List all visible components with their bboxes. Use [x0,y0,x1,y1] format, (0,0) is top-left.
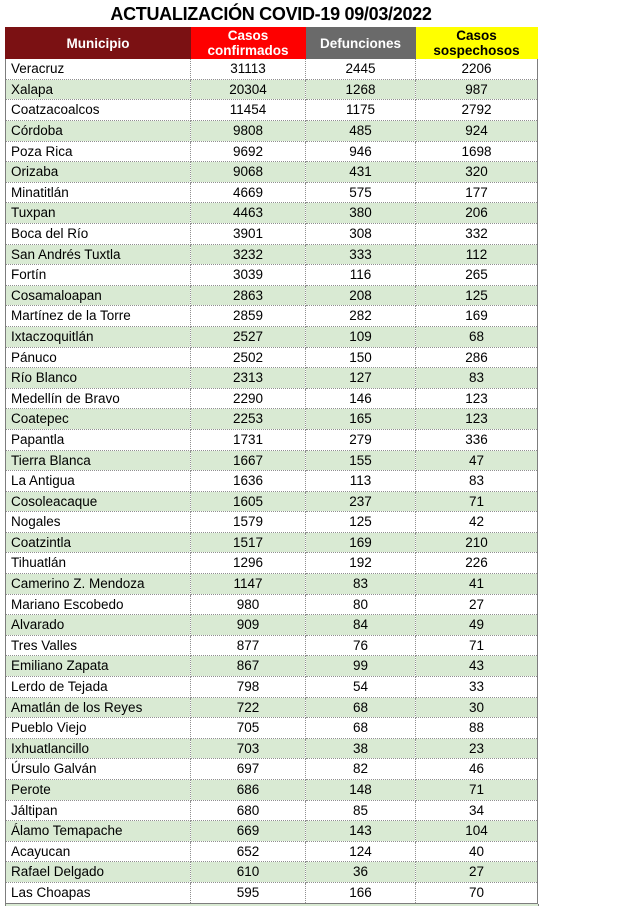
sospechosos-cell: 169 [416,306,538,327]
confirmados-cell: 1667 [191,450,306,471]
confirmados-cell: 595 [191,882,306,903]
table-row [6,635,538,656]
municipio-cell: Papantla [6,429,191,450]
table-row [6,512,538,533]
sospechosos-cell: 987 [416,79,538,100]
defunciones-cell: 127 [306,368,416,389]
table-row [6,409,538,430]
defunciones-cell: 575 [306,182,416,203]
sospechosos-cell: 46 [416,759,538,780]
sospechosos-cell: 226 [416,553,538,574]
page-title: ACTUALIZACIÓN COVID-19 09/03/2022 [110,4,432,24]
covid-table [5,27,538,904]
defunciones-cell: 208 [306,285,416,306]
municipio-cell: Coatzacoalcos [6,100,191,121]
sospechosos-cell: 49 [416,615,538,636]
sospechosos-cell: 27 [416,862,538,883]
sospechosos-cell: 27 [416,594,538,615]
table-row [6,718,538,739]
sospechosos-cell: 40 [416,841,538,862]
sospechosos-cell: 123 [416,388,538,409]
defunciones-cell: 124 [306,841,416,862]
table-row [6,79,538,100]
defunciones-cell: 333 [306,244,416,265]
municipio-cell: Tihuatlán [6,553,191,574]
municipio-cell: Orizaba [6,162,191,183]
defunciones-cell: 148 [306,780,416,801]
municipio-cell: Xalapa [6,79,191,100]
municipio-cell: Coatzintla [6,532,191,553]
column-header-defunciones: Defunciones [306,28,416,59]
confirmados-cell: 2253 [191,409,306,430]
confirmados-cell: 680 [191,800,306,821]
sospechosos-cell: 88 [416,718,538,739]
municipio-cell: Minatitlán [6,182,191,203]
table-row [6,223,538,244]
defunciones-cell: 99 [306,656,416,677]
defunciones-cell: 80 [306,594,416,615]
column-header-municipio: Municipio [6,28,191,59]
sospechosos-cell: 1698 [416,141,538,162]
defunciones-cell: 192 [306,553,416,574]
defunciones-cell: 155 [306,450,416,471]
table-row [6,594,538,615]
confirmados-cell: 980 [191,594,306,615]
sospechosos-cell: 332 [416,223,538,244]
defunciones-cell: 431 [306,162,416,183]
confirmados-cell: 2859 [191,306,306,327]
confirmados-cell: 1579 [191,512,306,533]
defunciones-cell: 150 [306,347,416,368]
table-row [6,121,538,142]
confirmados-cell: 2863 [191,285,306,306]
table-row [6,388,538,409]
sospechosos-cell: 68 [416,326,538,347]
defunciones-cell: 116 [306,265,416,286]
defunciones-cell: 485 [306,121,416,142]
table-row [6,615,538,636]
municipio-cell: La Antigua [6,471,191,492]
municipio-cell: Nogales [6,512,191,533]
confirmados-cell: 652 [191,841,306,862]
table-row [6,574,538,595]
municipio-cell: Coatepec [6,409,191,430]
table-row [6,450,538,471]
confirmados-cell: 11454 [191,100,306,121]
table-row [6,759,538,780]
defunciones-cell: 279 [306,429,416,450]
table-row [6,882,538,903]
defunciones-cell: 380 [306,203,416,224]
sospechosos-cell: 42 [416,512,538,533]
confirmados-cell: 1636 [191,471,306,492]
municipio-cell: Acayucan [6,841,191,862]
sospechosos-cell: 320 [416,162,538,183]
confirmados-cell: 705 [191,718,306,739]
table-row [6,203,538,224]
municipio-cell: Úrsulo Galván [6,759,191,780]
municipio-cell: Fortín [6,265,191,286]
confirmados-cell: 4669 [191,182,306,203]
sospechosos-cell: 177 [416,182,538,203]
defunciones-cell: 946 [306,141,416,162]
sospechosos-cell: 210 [416,532,538,553]
table-row [6,347,538,368]
municipio-cell: Emiliano Zapata [6,656,191,677]
confirmados-cell: 1296 [191,553,306,574]
municipio-cell: San Andrés Tuxtla [6,244,191,265]
sospechosos-cell: 71 [416,491,538,512]
confirmados-cell: 2502 [191,347,306,368]
municipio-cell: Tres Valles [6,635,191,656]
sospechosos-cell: 43 [416,656,538,677]
column-header-casos-confirmados: Casos confirmados [191,28,306,59]
sospechosos-cell: 41 [416,574,538,595]
confirmados-cell: 669 [191,821,306,842]
confirmados-cell: 2290 [191,388,306,409]
municipio-cell: Alvarado [6,615,191,636]
municipio-cell: Río Blanco [6,368,191,389]
municipio-cell: Camerino Z. Mendoza [6,574,191,595]
table-row [6,265,538,286]
confirmados-cell: 2313 [191,368,306,389]
defunciones-cell: 143 [306,821,416,842]
municipio-cell: Perote [6,780,191,801]
confirmados-cell: 877 [191,635,306,656]
municipio-cell: Martínez de la Torre [6,306,191,327]
defunciones-cell: 85 [306,800,416,821]
table-row [6,697,538,718]
defunciones-cell: 282 [306,306,416,327]
table-row [6,800,538,821]
sospechosos-cell: 30 [416,697,538,718]
municipio-cell: Lerdo de Tejada [6,677,191,698]
sospechosos-cell: 2206 [416,59,538,80]
sospechosos-cell: 70 [416,882,538,903]
municipio-cell: Ixhuatlancillo [6,738,191,759]
table-row [6,491,538,512]
sospechosos-cell: 924 [416,121,538,142]
table-row [6,285,538,306]
table-row [6,162,538,183]
confirmados-cell: 909 [191,615,306,636]
confirmados-cell: 2527 [191,326,306,347]
table-row [6,862,538,883]
confirmados-cell: 3039 [191,265,306,286]
table-row [6,821,538,842]
municipio-cell: Mariano Escobedo [6,594,191,615]
confirmados-cell: 20304 [191,79,306,100]
municipio-cell: Cosoleacaque [6,491,191,512]
confirmados-cell: 9692 [191,141,306,162]
table-row [6,780,538,801]
municipio-cell: Tierra Blanca [6,450,191,471]
confirmados-cell: 3232 [191,244,306,265]
municipio-cell: Pueblo Viejo [6,718,191,739]
confirmados-cell: 31113 [191,59,306,80]
sospechosos-cell: 104 [416,821,538,842]
confirmados-cell: 686 [191,780,306,801]
sospechosos-cell: 23 [416,738,538,759]
defunciones-cell: 54 [306,677,416,698]
confirmados-cell: 1605 [191,491,306,512]
defunciones-cell: 82 [306,759,416,780]
municipio-cell: Boca del Río [6,223,191,244]
municipio-cell: Tuxpan [6,203,191,224]
sospechosos-cell: 123 [416,409,538,430]
municipio-cell: Álamo Temapache [6,821,191,842]
municipio-cell: Poza Rica [6,141,191,162]
sospechosos-cell: 112 [416,244,538,265]
confirmados-cell: 703 [191,738,306,759]
defunciones-cell: 125 [306,512,416,533]
table-row [6,244,538,265]
sospechosos-cell: 34 [416,800,538,821]
municipio-cell: Pánuco [6,347,191,368]
confirmados-cell: 722 [191,697,306,718]
sospechosos-cell: 206 [416,203,538,224]
table-row [6,471,538,492]
municipio-cell: Medellín de Bravo [6,388,191,409]
confirmados-cell: 798 [191,677,306,698]
defunciones-cell: 308 [306,223,416,244]
municipio-cell: Rafael Delgado [6,862,191,883]
municipio-cell: Jáltipan [6,800,191,821]
confirmados-cell: 1517 [191,532,306,553]
defunciones-cell: 166 [306,882,416,903]
defunciones-cell: 2445 [306,59,416,80]
defunciones-cell: 113 [306,471,416,492]
table-row [6,677,538,698]
table-row [6,368,538,389]
table-row [6,182,538,203]
table-row [6,841,538,862]
confirmados-cell: 1731 [191,429,306,450]
table-row [6,306,538,327]
table-row [6,553,538,574]
defunciones-cell: 165 [306,409,416,430]
defunciones-cell: 36 [306,862,416,883]
defunciones-cell: 84 [306,615,416,636]
confirmados-cell: 867 [191,656,306,677]
sospechosos-cell: 83 [416,471,538,492]
table-row [6,141,538,162]
defunciones-cell: 68 [306,718,416,739]
sospechosos-cell: 33 [416,677,538,698]
confirmados-cell: 3901 [191,223,306,244]
sospechosos-cell: 2792 [416,100,538,121]
table-row [6,100,538,121]
defunciones-cell: 38 [306,738,416,759]
municipio-cell: Veracruz [6,59,191,80]
table-row [6,738,538,759]
table-row [6,326,538,347]
header-row [6,28,538,59]
sospechosos-cell: 47 [416,450,538,471]
table-row [6,656,538,677]
sospechosos-cell: 265 [416,265,538,286]
confirmados-cell: 9068 [191,162,306,183]
column-header-casos-sospechosos: Casos sospechosos [416,28,538,59]
municipio-cell: Amatlán de los Reyes [6,697,191,718]
confirmados-cell: 697 [191,759,306,780]
municipio-cell: Ixtaczoquitlán [6,326,191,347]
defunciones-cell: 109 [306,326,416,347]
sospechosos-cell: 286 [416,347,538,368]
defunciones-cell: 146 [306,388,416,409]
municipio-cell: Córdoba [6,121,191,142]
municipio-cell: Las Choapas [6,882,191,903]
defunciones-cell: 169 [306,532,416,553]
sospechosos-cell: 125 [416,285,538,306]
table-row [6,532,538,553]
defunciones-cell: 237 [306,491,416,512]
confirmados-cell: 1147 [191,574,306,595]
confirmados-cell: 610 [191,862,306,883]
confirmados-cell: 4463 [191,203,306,224]
defunciones-cell: 76 [306,635,416,656]
defunciones-cell: 1268 [306,79,416,100]
defunciones-cell: 83 [306,574,416,595]
sospechosos-cell: 71 [416,780,538,801]
defunciones-cell: 68 [306,697,416,718]
sospechosos-cell: 336 [416,429,538,450]
confirmados-cell: 9808 [191,121,306,142]
sospechosos-cell: 83 [416,368,538,389]
municipio-cell: Cosamaloapan [6,285,191,306]
table-row [6,59,538,80]
table-body [6,59,538,903]
sospechosos-cell: 71 [416,635,538,656]
defunciones-cell: 1175 [306,100,416,121]
table-row [6,429,538,450]
